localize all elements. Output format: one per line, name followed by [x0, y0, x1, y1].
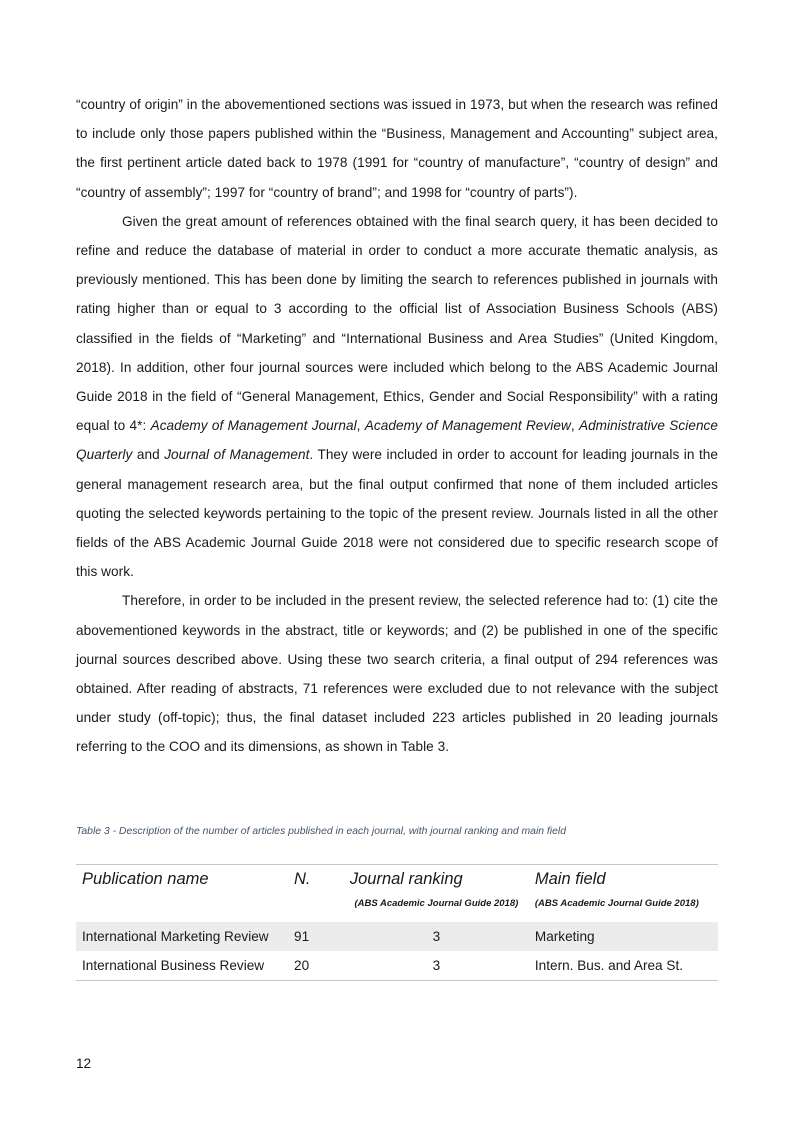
header-journal-ranking: Journal ranking: [344, 865, 529, 897]
paragraph-2-text-a: Given the great amount of references obtained with the final search query, it has been decided to refine and reduce the database of material in order to conduct a more accurate thematic analysis, as previously mentioned. This has been done by limiting the search to references published in journals with rating higher than or equal to 3 according to the official list of Association Business Schools (ABS) classified in the fields of “Marketing” and “International Business and Area Studies” (United Kingdom, 2018). In addition, other four journal sources were included which belong to the ABS Academic Journal Guide 2018 in the field of “General Management, Ethics, Gender and Social Responsibility” with a rating equal to 4*:: [76, 213, 718, 434]
paragraph-3: Therefore, in order to be included in the present review, the selected reference had to: (1) cite the abovementioned keywords in the abstract, title or keywords; and (2) be published in one of the specific journal sources described above. Using these two search criteria, a final output of 294 references was obtained. After reading of abstracts, 71 references were excluded due to not relevance with the subject under study (off-topic); thus, the final dataset included 223 articles published in 20 leading journals referring to the COO and its dimensions, as shown in Table 3.: [76, 593, 718, 755]
cell-publication-name: International Business Review: [76, 951, 288, 981]
header-publication-name: Publication name: [76, 865, 288, 897]
table-subheader-row: [76, 896, 718, 922]
cell-n: 20: [288, 951, 344, 981]
body-text: [76, 90, 718, 762]
header-main-field: Main field: [529, 865, 718, 897]
journal-table: [76, 864, 718, 981]
table-row: [76, 951, 718, 981]
cell-main-field: Intern. Bus. and Area St.: [529, 951, 718, 981]
subheader-field-source: (ABS Academic Journal Guide 2018): [534, 898, 699, 909]
subheader-empty: [288, 896, 344, 922]
cell-n: 91: [288, 922, 344, 951]
table-header-row: [76, 865, 718, 897]
separator: and: [132, 447, 165, 463]
header-n: N.: [288, 865, 344, 897]
subheader-ranking-source: (ABS Academic Journal Guide 2018): [354, 898, 519, 909]
separator: ,: [570, 418, 579, 434]
cell-journal-ranking: 3: [344, 951, 529, 981]
paragraph-2: [76, 207, 718, 587]
journal-title-asq: Administrative Science Quarterly: [76, 418, 719, 463]
page-number: 12: [76, 1056, 92, 1071]
cell-journal-ranking: 3: [344, 922, 529, 951]
cell-main-field: Marketing: [529, 922, 718, 951]
paragraph-1: “country of origin” in the abovementioned sections was issued in 1973, but when the research was refined to include only those papers published within the “Business, Management and Accounting” subject area, the first pertinent article dated back to 1978 (1991 for “country of manufacture”, “country of design” and “country of assembly”; 1997 for “country of brand”; and 1998 for “country of parts”).: [76, 97, 718, 200]
table-caption: Table 3 - Description of the number of articles published in each journal, with journal ranking and main field: [76, 826, 566, 837]
journal-title-amj: Academy of Management Journal: [150, 418, 357, 434]
paragraph-2-text-b: . They were included in order to account for leading journals in the general management research area, but the final output confirmed that none of them included articles quoting the selected keywords pertaining to the topic of the present review. Journals listed in all the other fields of the ABS Academic Journal Guide 2018 were not considered due to specific research scope of this work.: [76, 447, 719, 580]
journal-title-amr: Academy of Management Review: [364, 418, 571, 434]
journal-title-jom: Journal of Management: [164, 447, 310, 463]
table-row: [76, 922, 718, 951]
separator: ,: [356, 418, 365, 434]
subheader-empty: [76, 896, 288, 922]
cell-publication-name: International Marketing Review: [76, 922, 288, 951]
